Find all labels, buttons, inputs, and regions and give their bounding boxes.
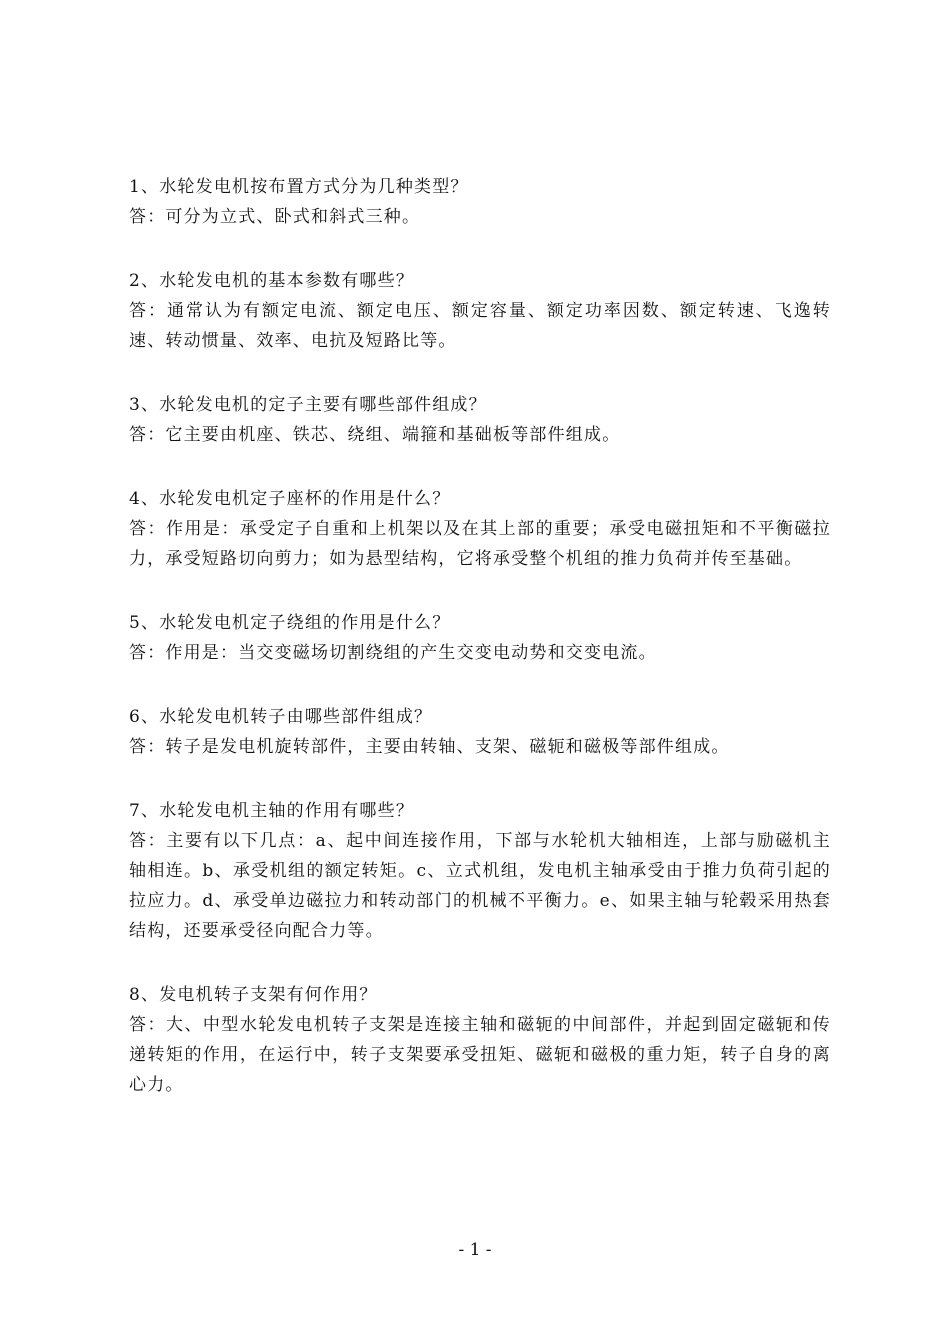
answer-7: 答：主要有以下几点：a、起中间连接作用，下部与水轮机大轴相连，上部与励磁机主轴相连。b、承受机组的额定转矩。c、立式机组，发电机主轴承受由于推力负荷引起的拉应力。d、承受单边磁拉力和转动部门的机械不平衡力。e、如果主轴与轮毂采用热套结构，还要承受径向配合力等。 xyxy=(129,831,831,941)
answer-1: 答：可分为立式、卧式和斜式三种。 xyxy=(129,207,421,227)
answer-8: 答：大、中型水轮发电机转子支架是连接主轴和磁轭的中间部件，并起到固定磁轭和传递转矩的作用，在运行中，转子支架要承受扭矩、磁轭和磁极的重力矩，转子自身的离心力。 xyxy=(129,1015,831,1095)
answer-2: 答：通常认为有额定电流、额定电压、额定容量、额定功率因数、额定转速、飞逸转速、转动惯量、效率、电抗及短路比等。 xyxy=(129,301,831,351)
qa-item-3 xyxy=(129,390,831,450)
answer-3: 答：它主要由机座、铁芯、绕组、端箍和基础板等部件组成。 xyxy=(129,425,621,445)
qa-item-7 xyxy=(129,796,831,946)
question-2: 2、水轮发电机的基本参数有哪些？ xyxy=(129,271,415,291)
question-5: 5、水轮发电机定子绕组的作用是什么？ xyxy=(129,613,451,633)
page-number: - 1 - xyxy=(458,1240,492,1260)
question-8: 8、发电机转子支架有何作用？ xyxy=(129,985,378,1005)
qa-item-1 xyxy=(129,172,831,232)
qa-item-8 xyxy=(129,980,831,1100)
answer-6: 答：转子是发电机旋转部件，主要由转轴、支架、磁轭和磁极等部件组成。 xyxy=(129,737,730,757)
qa-item-6 xyxy=(129,702,831,762)
qa-item-2 xyxy=(129,266,831,356)
question-6: 6、水轮发电机转子由哪些部件组成？ xyxy=(129,707,433,727)
qa-item-4 xyxy=(129,484,831,574)
qa-list xyxy=(129,172,831,1134)
question-1: 1、水轮发电机按布置方式分为几种类型？ xyxy=(129,177,469,197)
question-3: 3、水轮发电机的定子主要有哪些部件组成？ xyxy=(129,395,487,415)
question-4: 4、水轮发电机定子座杯的作用是什么？ xyxy=(129,489,451,509)
qa-item-5 xyxy=(129,608,831,668)
answer-4: 答：作用是：承受定子自重和上机架以及在其上部的重要；承受电磁扭矩和不平衡磁拉力，承受短路切向剪力；如为悬型结构，它将承受整个机组的推力负荷并传至基础。 xyxy=(129,519,831,569)
question-7: 7、水轮发电机主轴的作用有哪些？ xyxy=(129,801,415,821)
answer-5: 答：作用是：当交变磁场切割绕组的产生交变电动势和交变电流。 xyxy=(129,643,657,663)
